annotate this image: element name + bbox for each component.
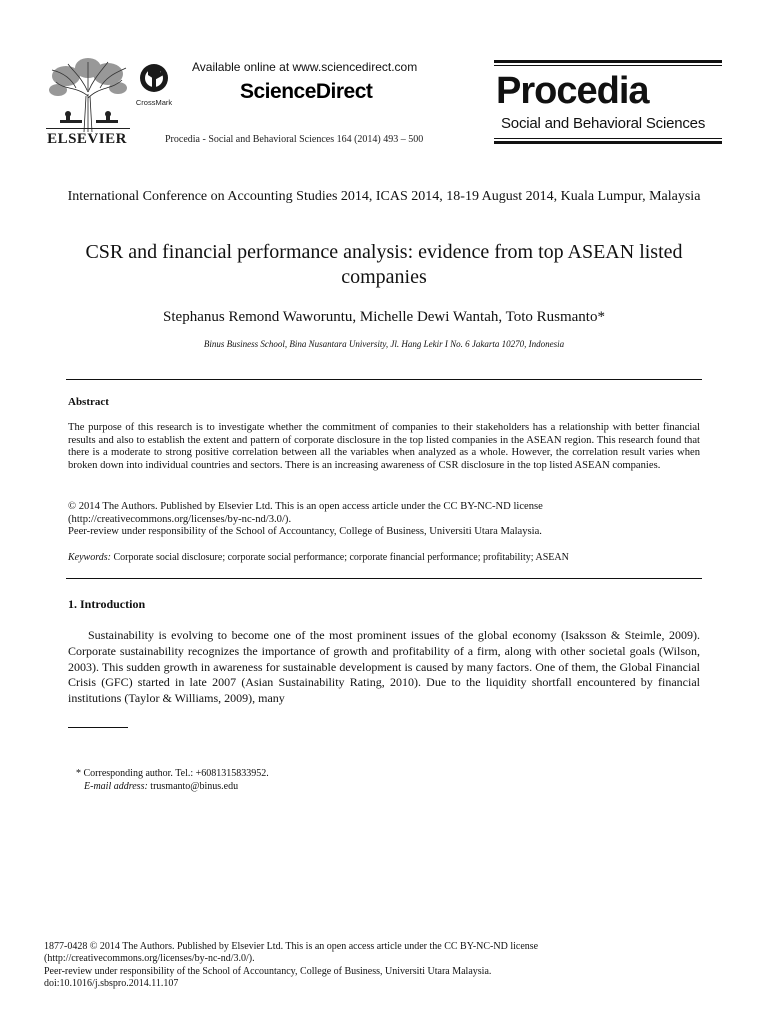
peer-review-note: Peer-review under responsibility of the School of Accountancy, College of Business, Universiti Utara Malaysia.	[68, 526, 542, 538]
corresponding-email	[84, 781, 238, 792]
crossmark-icon[interactable]	[139, 63, 169, 93]
footer-peer-review: Peer-review under responsibility of the School of Accountancy, College of Business, Universiti Utara Malaysia.	[44, 965, 492, 977]
footer-license-link[interactable]: (http://creativecommons.org/licenses/by-nc-nd/3.0/).	[44, 953, 255, 965]
abstract-heading: Abstract	[68, 396, 109, 408]
abstract-body: The purpose of this research is to investigate whether the commitment of companies to their stakeholders has a relationship with better financial results and also to establish the extent and pattern of corporate disclosure in the top listed companies in the ASEAN region. This research found that there is a moderate to strong positive correlation between all the variables when analyzed as a whole. However, the correlation result varies when broken down into individual countries and sectors. There is an increasing awareness of CSR disclosure in the top listed ASEAN companies.	[68, 422, 700, 471]
keywords-label: Keywords:	[68, 552, 111, 563]
keywords-list: Corporate social disclosure; corporate social performance; corporate financial performance; profitability; ASEAN	[113, 552, 569, 563]
divider-top	[66, 379, 702, 380]
copyright-block	[68, 501, 700, 539]
author-list: Stephanus Remond Waworuntu, Michelle Dewi Wantah, Toto Rusmanto*	[163, 309, 605, 325]
introduction-body: Sustainability is evolving to become one of the most prominent issues of the global economy (Isaksson & Steimle, 2009). Corporate sustainability recognizes the importance of growth and profitability of a firm, along with other societal goals (Wilson, 2003). This sudden growth in awareness for sustainable development is caused by many factors. One of them, the Global Financial Crisis (GFC) started in late 2007 (Asian Sustainability Rating, 2010). Due to the liquidity shortfall encountered by financial institutions (Taylor & Williams, 2009), many	[68, 628, 700, 706]
elsevier-wordmark: ELSEVIER	[47, 131, 127, 147]
footer-issn-line: 1877-0428 © 2014 The Authors. Published by Elsevier Ltd. This is an open access article under the CC BY-NC-ND license	[44, 941, 539, 952]
procedia-title: Procedia	[496, 70, 649, 112]
procedia-bottom-rule-thin	[494, 138, 722, 139]
crossmark-label: CrossMark	[135, 98, 173, 107]
sciencedirect-wordmark: ScienceDirect	[240, 80, 373, 103]
license-link[interactable]: (http://creativecommons.org/licenses/by-nc-nd/3.0/).	[68, 513, 292, 525]
procedia-top-rule	[494, 60, 722, 63]
paper-title: CSR and financial performance analysis: evidence from top ASEAN listed companies	[85, 241, 683, 288]
page-footer	[44, 941, 724, 990]
procedia-logo	[494, 60, 722, 144]
copyright-line: © 2014 The Authors. Published by Elsevier Ltd. This is an open access article under the CC BY-NC-ND license	[68, 501, 543, 512]
journal-citation: Procedia - Social and Behavioral Sciences 164 (2014) 493 – 500	[165, 134, 424, 145]
divider-bottom	[66, 578, 702, 579]
conference-line: International Conference on Accounting Studies 2014, ICAS 2014, 18-19 August 2014, Kuala Lumpur, Malaysia	[67, 189, 701, 204]
email-label: E-mail address:	[84, 781, 148, 792]
footnote-rule	[68, 727, 128, 728]
procedia-bottom-rule	[494, 141, 722, 144]
procedia-top-rule-thin	[494, 65, 722, 66]
keywords-line	[68, 552, 700, 563]
author-affiliation: Binus Business School, Bina Nusantara University, Jl. Hang Lekir I No. 6 Jakarta 10270, Indonesia	[203, 339, 565, 349]
email-address[interactable]: trusmanto@binus.edu	[150, 781, 239, 792]
introduction-heading: 1. Introduction	[68, 597, 146, 611]
footer-doi[interactable]: doi:10.1016/j.sbspro.2014.11.107	[44, 977, 179, 989]
elsevier-tree-logo	[46, 56, 130, 134]
procedia-subtitle: Social and Behavioral Sciences	[501, 115, 706, 132]
corresponding-author: * Corresponding author. Tel.: +6081315833952.	[76, 768, 269, 779]
available-online-text: Available online at www.sciencedirect.com	[192, 60, 418, 74]
